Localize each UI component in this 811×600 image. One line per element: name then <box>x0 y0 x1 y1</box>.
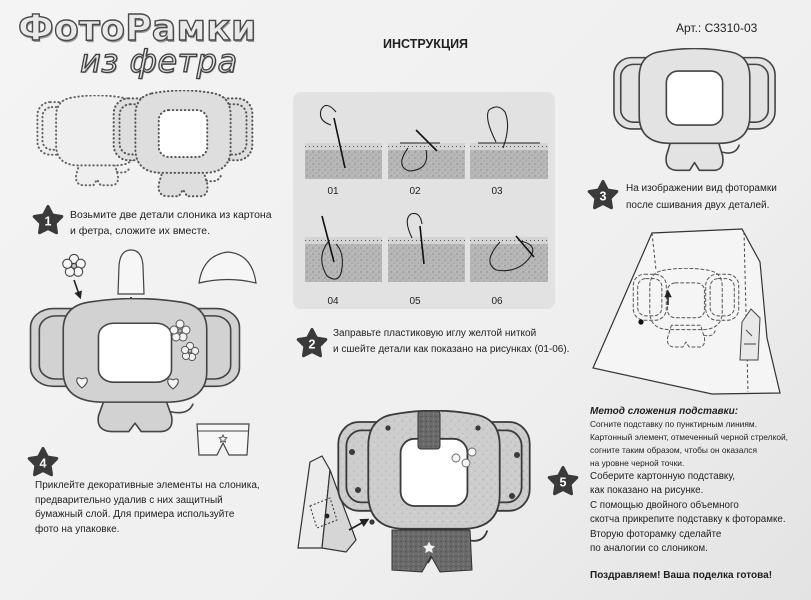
step4-text <box>35 479 260 538</box>
stitch-label-01: 01 <box>327 186 339 197</box>
decorated-elephant <box>31 299 240 432</box>
text-line: предварительно удалив с них защитный <box>35 494 223 506</box>
trunk-piece <box>418 411 440 449</box>
step-number: 3 <box>599 189 607 204</box>
fold-dot <box>638 319 643 324</box>
text-line: На изображении вид фоторамки <box>626 183 777 194</box>
logo-subtitle: из фетра <box>80 42 238 80</box>
stitch-label-03: 03 <box>491 186 503 197</box>
stand-method-text <box>590 418 788 470</box>
dome-sticker <box>199 252 256 283</box>
step-number: 1 <box>44 214 52 229</box>
step5-text <box>590 470 786 556</box>
flower-sticker <box>63 254 86 276</box>
arrow-right-icon <box>349 520 367 530</box>
text-line: фото на упаковке. <box>35 524 120 536</box>
step2-text <box>333 326 569 358</box>
text-line: как показано на рисунке. <box>590 485 704 497</box>
logo-title: ФотоРамки <box>18 8 257 49</box>
text-line: по аналогии со слоником. <box>590 543 708 555</box>
stitch-label-02: 02 <box>409 186 421 197</box>
step-badge-4 <box>29 449 57 475</box>
stand-template <box>593 229 780 394</box>
text-line: на уровне черной точки. <box>590 458 685 468</box>
step-badge-2 <box>298 330 326 356</box>
congrats-text: Поздравляем! Ваша поделка готова! <box>590 570 773 581</box>
text-line: Согните подставку по пунктирным линиям. <box>590 419 758 429</box>
article-number: Арт.: С3310-03 <box>676 21 758 35</box>
text-line: бумажный слой. Для примера используйте <box>35 509 235 521</box>
step3-illustration <box>614 48 775 170</box>
text-line: Возьмите две детали слоника из картона <box>70 209 272 221</box>
stitch-step-06 <box>470 236 548 282</box>
step-number: 4 <box>39 456 47 471</box>
text-line: и фетра, сложите их вместе. <box>70 225 211 237</box>
text-line: Соберите картонную подставку, <box>590 471 735 482</box>
arrow-down-icon <box>74 280 80 297</box>
step-number: 5 <box>559 475 567 490</box>
text-line: после сшивания двух деталей. <box>626 200 770 211</box>
step-badge-5 <box>549 468 577 494</box>
stitch-label-06: 06 <box>491 296 503 307</box>
stitching-steps-panel <box>293 92 555 309</box>
shorts-sticker <box>197 424 249 455</box>
step1-illustration <box>37 90 252 196</box>
stitch-label-05: 05 <box>409 296 421 307</box>
text-line: Вторую фоторамку сделайте <box>590 528 722 540</box>
text-line: Картонный элемент, отмеченный черной стрелкой, <box>590 432 788 442</box>
text-line: скотча прикрепите подставку к фоторамке. <box>590 514 786 526</box>
step1-text <box>70 207 272 239</box>
step-badge-3 <box>589 182 617 208</box>
step3-text <box>626 180 777 214</box>
text-line: согните таким образом, чтобы он оказался <box>590 445 758 455</box>
finished-elephant-frame <box>338 411 529 572</box>
stitch-label-04: 04 <box>327 296 339 307</box>
step-badge-1 <box>34 207 62 233</box>
text-line: и сшейте детали как показано на рисунках (01-06). <box>333 344 570 355</box>
text-line: С помощью двойного объемного <box>590 499 739 511</box>
stand-method-title: Метод сложения подставки: <box>590 406 739 417</box>
arch-sticker <box>118 250 144 294</box>
step4-illustration <box>31 250 256 455</box>
text-line: Приклейте декоративные элементы на слоника, <box>35 480 260 491</box>
text-line: Заправьте пластиковую иглу желтой ниткой <box>333 328 537 339</box>
step-number: 2 <box>308 337 316 352</box>
page-title: ИНСТРУКЦИЯ <box>383 37 469 51</box>
